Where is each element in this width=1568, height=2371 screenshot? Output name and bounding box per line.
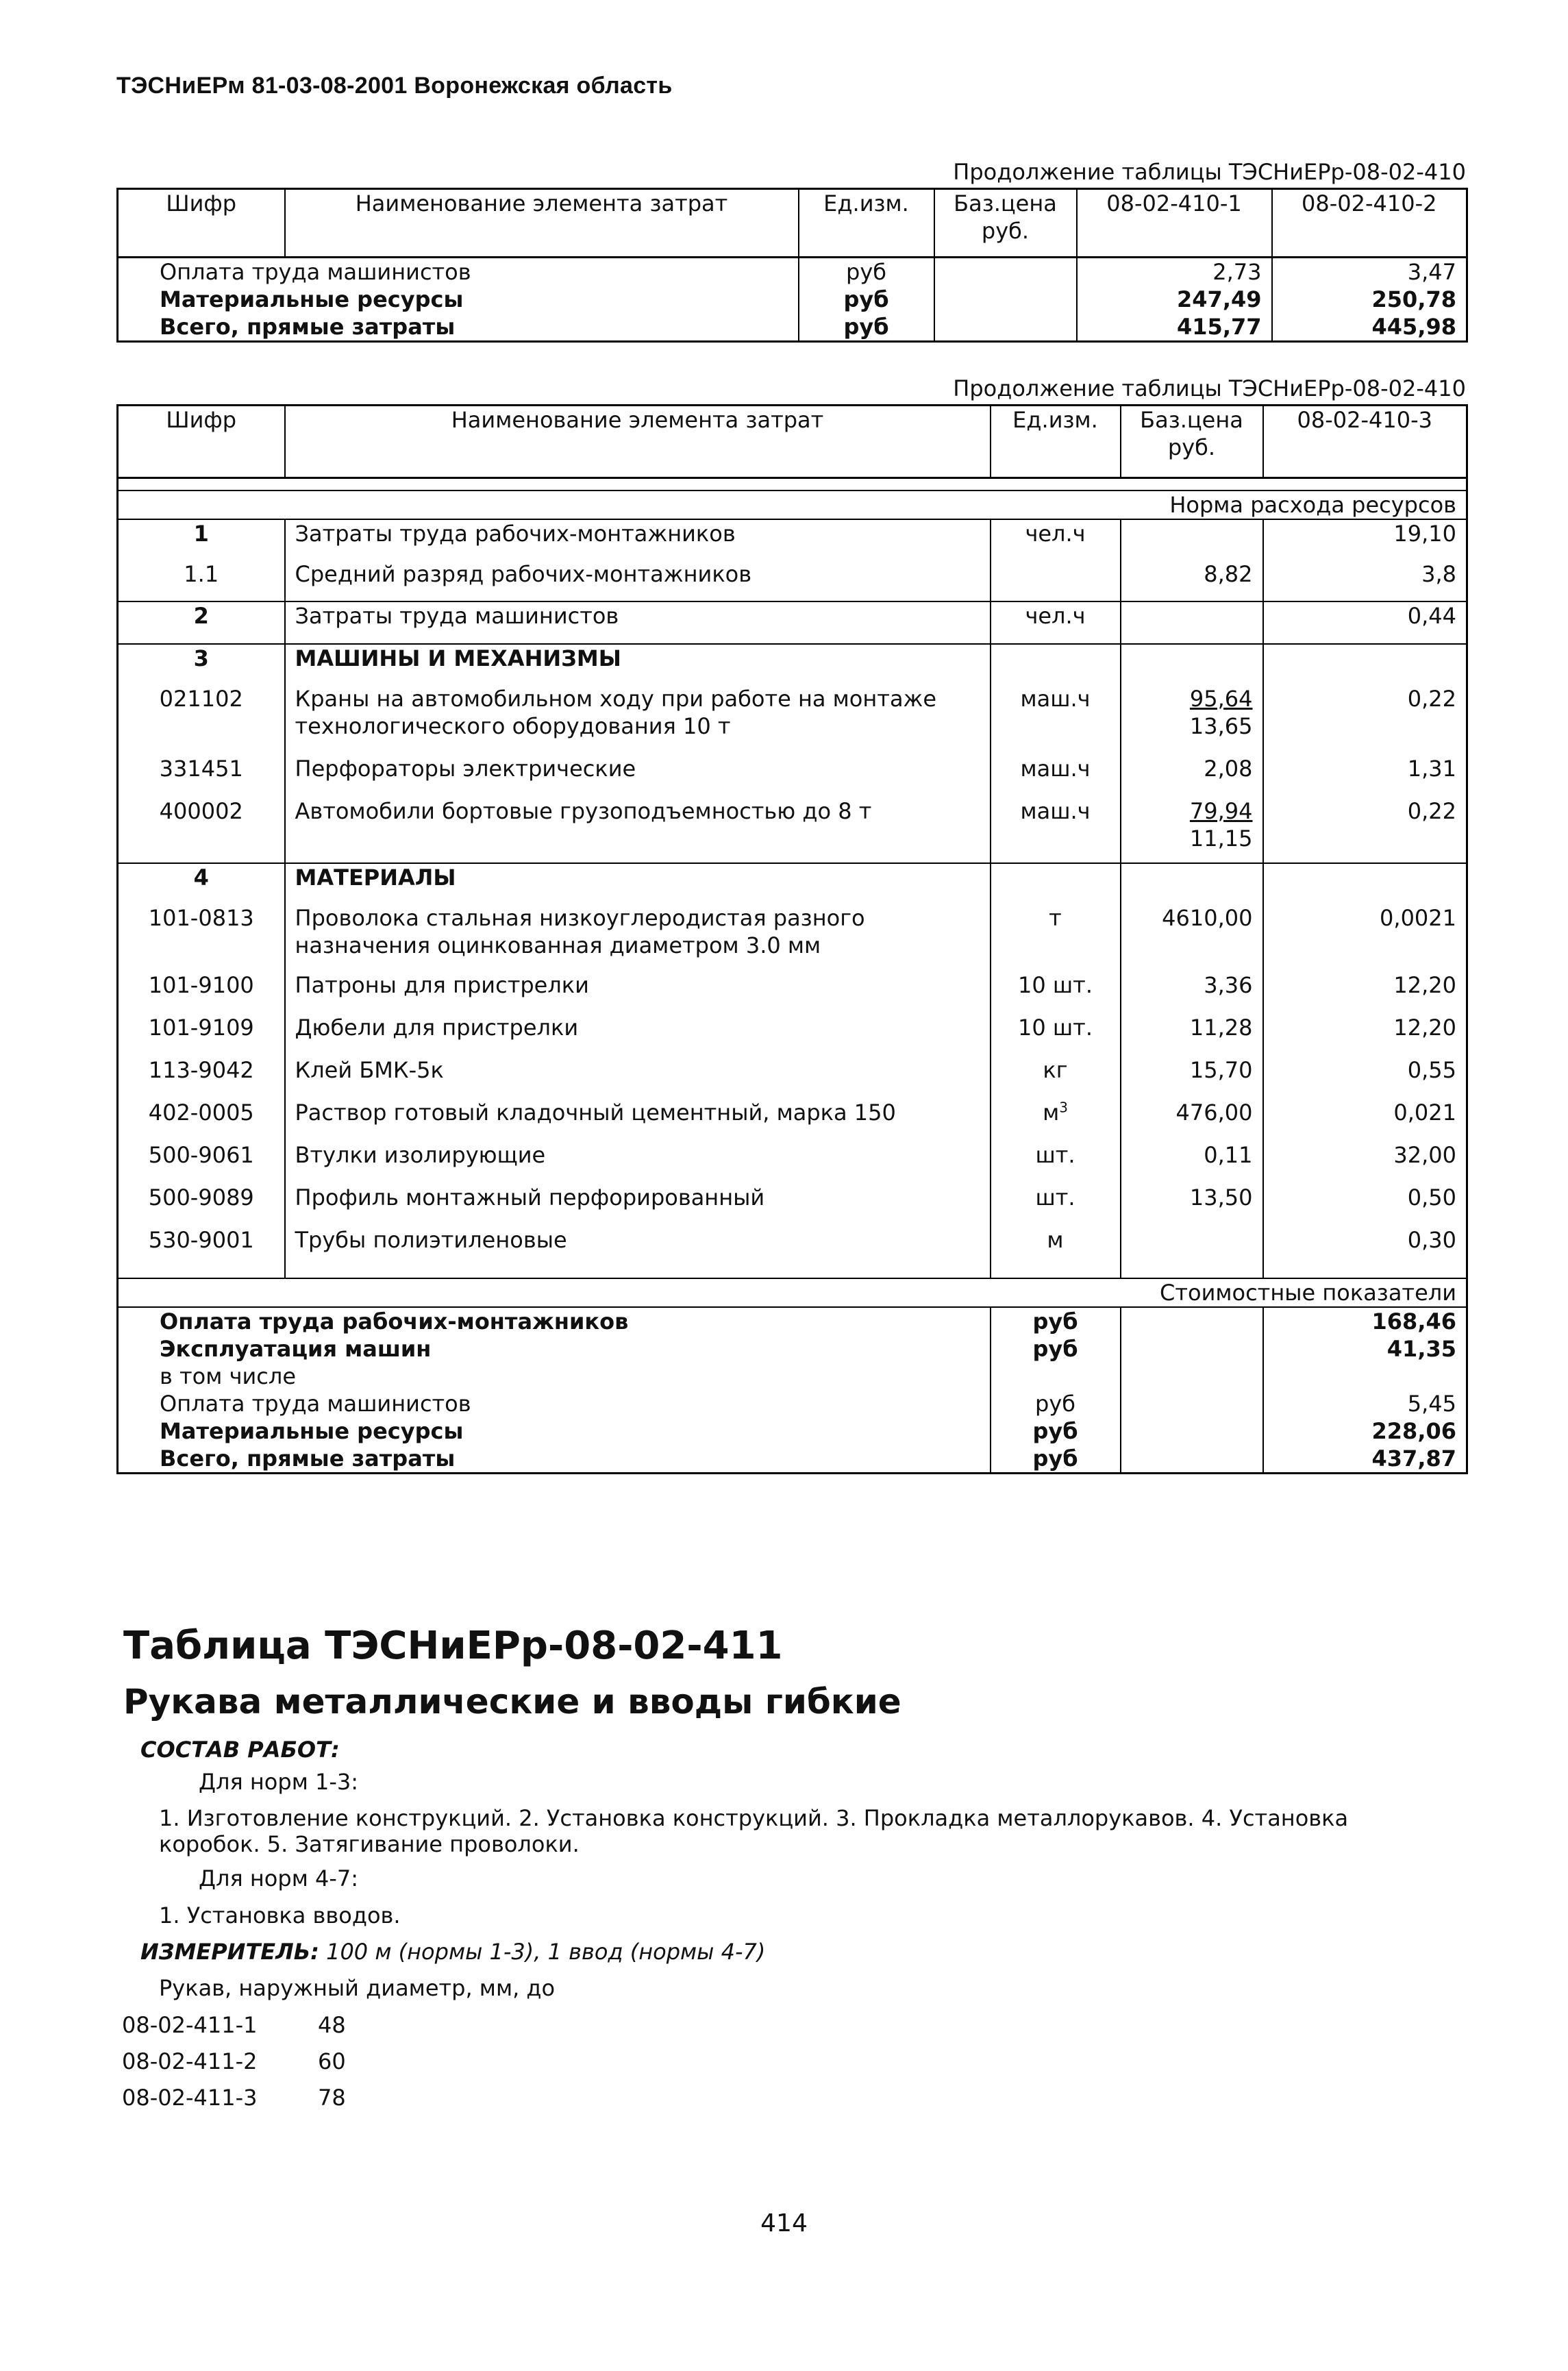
section-subtitle: Рукава металлические и вводы гибкие	[123, 1682, 901, 1722]
table-row: 500-9061 Втулки изолирующие шт. 0,11 32,00	[118, 1141, 1467, 1184]
table-row: 530-9001 Трубы полиэтиленовые м 0,30	[118, 1226, 1467, 1278]
meter-line: ИЗМЕРИТЕЛЬ: 100 м (нормы 1-3), 1 ввод (нормы 4-7)	[140, 1939, 766, 1965]
row-value: 250,78	[1272, 286, 1467, 313]
work-composition-label: СОСТАВ РАБОТ:	[140, 1737, 340, 1763]
table-row	[118, 258, 1467, 286]
table-row: Эксплуатация машин руб 41,35	[118, 1335, 1467, 1363]
table-row: 101-0813 Проволока стальная низкоуглеродистая разного назначения оцинкованная диаметром 3.0 мм т 4610,00 0,0021	[118, 904, 1467, 971]
norm-header-row	[118, 491, 1467, 519]
col-price-header: Баз.цена руб.	[1121, 406, 1263, 478]
for-norms-1: Для норм 1-3:	[199, 1769, 359, 1795]
table-row: 101-9109 Дюбели для пристрелки 10 шт. 11,28 12,20	[118, 1014, 1467, 1056]
table-row: 402-0005 Раствор готовый кладочный цементный, марка 150 $м^3$ 476,00 0,021	[118, 1099, 1467, 1141]
table-row: 400002 Автомобили бортовые грузоподъемностью до 8 т маш.ч 79,94 11,15 0,22	[118, 797, 1467, 863]
table-row	[118, 313, 1467, 342]
table-row: в том числе	[118, 1363, 1467, 1390]
table-row: 1.1 Средний разряд рабочих-монтажников 8,82 3,8	[118, 560, 1467, 601]
row-value: 415,77	[1077, 313, 1272, 342]
table2	[116, 404, 1468, 1474]
works-list-2: 1. Установка вводов.	[159, 1902, 401, 1928]
col-410-2-header: 08-02-410-2	[1272, 189, 1467, 258]
row-price	[934, 258, 1077, 286]
table1	[116, 188, 1468, 343]
row-value: 445,98	[1272, 313, 1467, 342]
table-row: 113-9042 Клей БМК-5к кг 15,70 0,55	[118, 1056, 1467, 1099]
row-unit: руб	[799, 286, 934, 313]
table-row: 101-9100 Патроны для пристрелки 10 шт. 3,36 12,20	[118, 971, 1467, 1014]
table1-header-row	[118, 189, 1467, 258]
col-unit-header: Ед.изм.	[991, 406, 1121, 478]
norm-code: 08-02-411-2	[122, 2048, 258, 2074]
col-410-1-header: 08-02-410-1	[1077, 189, 1272, 258]
row-unit: руб	[799, 313, 934, 342]
col-price-header: Баз.цена руб.	[934, 189, 1077, 258]
table-row: 500-9089 Профиль монтажный перфорированный шт. 13,50 0,50	[118, 1184, 1467, 1226]
row-value: 2,73	[1077, 258, 1272, 286]
row-name: Оплата труда машинистов	[160, 259, 471, 285]
table-row: Всего, прямые затраты руб 437,87	[118, 1445, 1467, 1474]
norm-value: 78	[318, 2085, 346, 2111]
section-title: Таблица ТЭСНиЕРр-08-02-411	[123, 1624, 783, 1668]
col-code-header: Шифр	[166, 190, 237, 216]
row-price	[934, 286, 1077, 313]
works-list-1b: коробок. 5. Затягивание проволоки.	[159, 1831, 580, 1857]
cost-header-row	[118, 1278, 1467, 1307]
col-unit-header: Ед.изм.	[799, 189, 934, 258]
table-row: 1 Затраты труда рабочих-монтажников чел.ч 19,10	[118, 519, 1467, 560]
table-row: 4 МАТЕРИАЛЫ	[118, 863, 1467, 904]
table-row	[118, 286, 1467, 313]
col-code-header: Шифр	[166, 407, 237, 433]
page-number: 414	[760, 2209, 808, 2237]
document-header: ТЭСНиЕРм 81-03-08-2001 Воронежская область	[116, 73, 673, 99]
table-row: 331451 Перфораторы электрические маш.ч 2,08 1,31	[118, 755, 1467, 797]
works-list-1a: 1. Изготовление конструкций. 2. Установка конструкций. 3. Прокладка металлорукавов. 4. Установка	[159, 1805, 1349, 1831]
row-value: 3,47	[1272, 258, 1467, 286]
row-name: Материальные ресурсы	[160, 286, 464, 312]
row-price	[934, 313, 1077, 342]
col-410-3-header: 08-02-410-3	[1263, 406, 1467, 478]
norm-code: 08-02-411-1	[122, 2012, 258, 2038]
row-unit: руб	[799, 258, 934, 286]
table1-caption: Продолжение таблицы ТЭСНиЕРр-08-02-410	[953, 159, 1466, 185]
norm-value: 60	[318, 2048, 346, 2074]
col-name-header: Наименование элемента затрат	[285, 189, 799, 258]
norm-code: 08-02-411-3	[122, 2085, 258, 2111]
norm-value: 48	[318, 2012, 346, 2038]
table-row: Оплата труда рабочих-монтажников руб 168,46	[118, 1307, 1467, 1335]
col-name-header: Наименование элемента затрат	[285, 406, 991, 478]
table-row: Материальные ресурсы руб 228,06	[118, 1417, 1467, 1445]
table-row: Оплата труда машинистов руб 5,45	[118, 1390, 1467, 1417]
table2-header-row	[118, 406, 1467, 478]
table-row: 3 МАШИНЫ И МЕХАНИЗМЫ	[118, 644, 1467, 685]
table-row: 021102 Краны на автомобильном ходу при работе на монтаже технологического оборудования 10 т маш.ч 95,64 13,65 0,22	[118, 685, 1467, 755]
table2-caption: Продолжение таблицы ТЭСНиЕРр-08-02-410	[953, 375, 1466, 401]
row-name: Всего, прямые затраты	[160, 314, 456, 340]
norm-header: Норма расхода ресурсов	[1169, 491, 1456, 518]
table-row: 2 Затраты труда машинистов чел.ч 0,44	[118, 601, 1467, 644]
row-value: 247,49	[1077, 286, 1272, 313]
parameter-line: Рукав, наружный диаметр, мм, до	[159, 1975, 556, 2001]
cost-header: Стоимостные показатели	[1160, 1279, 1456, 1306]
for-norms-2: Для норм 4-7:	[199, 1865, 359, 1891]
